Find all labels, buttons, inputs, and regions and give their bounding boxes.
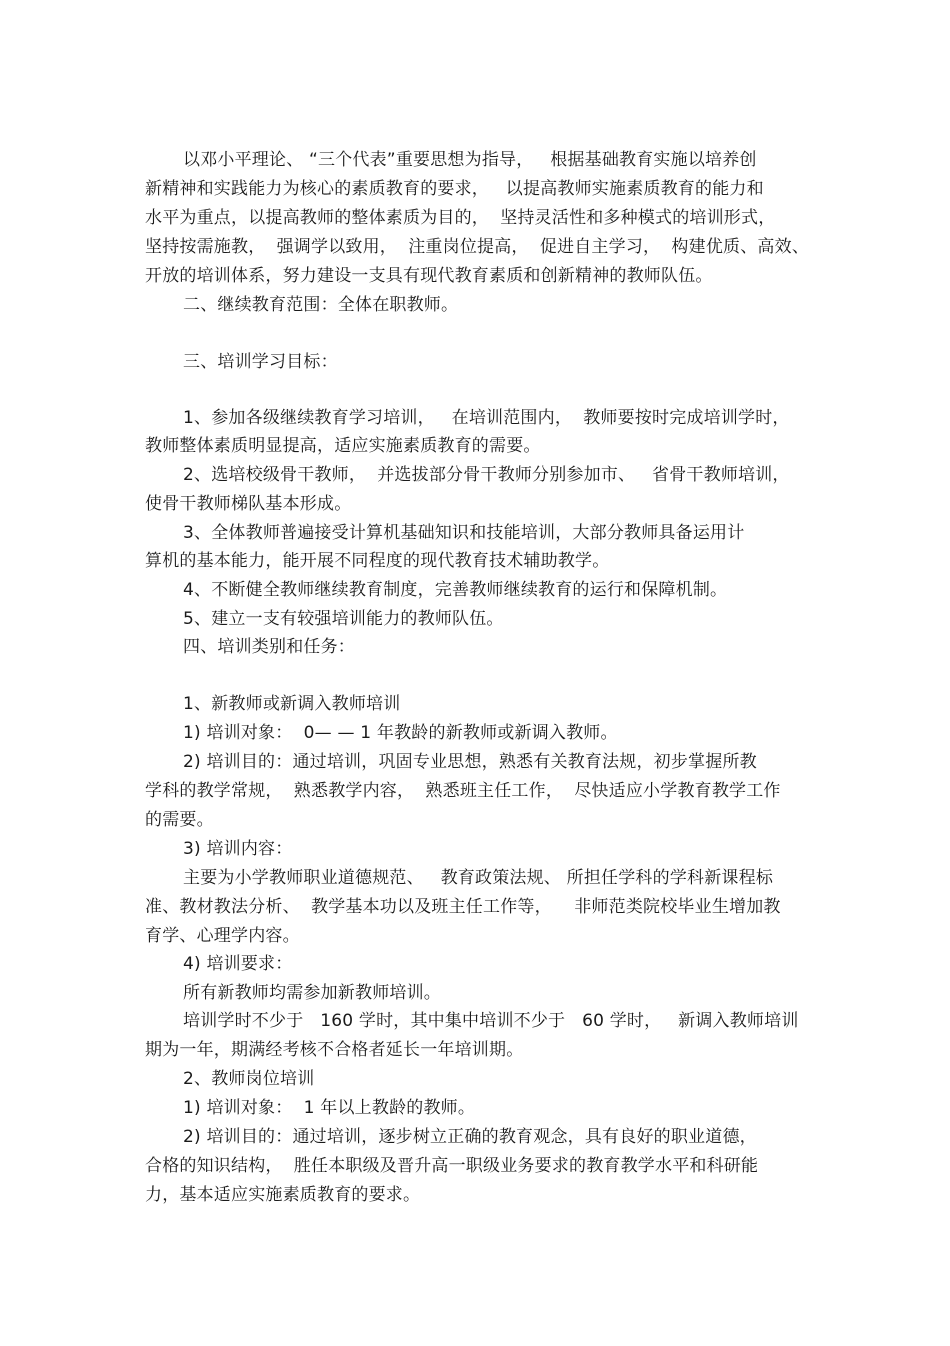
text-line: 3) 培训内容： — [183, 839, 293, 859]
text-line: 水平为重点，以提高教师的整体素质为目的， 坚持灵活性和多种模式的培训形式， — [145, 208, 776, 228]
text-line: 期为一年，期满经考核不合格者延长一年培训期。 — [145, 1040, 524, 1060]
text-line: 2、选培校级骨干教师， 并选拔部分骨干教师分别参加市、 省骨干教师培训， — [183, 465, 790, 485]
section-heading: 二、继续教育范围：全体在职教师。 — [183, 295, 459, 315]
section-heading: 四、培训类别和任务： — [183, 637, 355, 657]
text-line: 3、全体教师普遍接受计算机基础知识和技能培训，大部分教师具备运用计 — [183, 523, 745, 543]
text-line: 开放的培训体系，努力建设一支具有现代教育素质和创新精神的教师队伍。 — [145, 266, 713, 286]
text-line: 2) 培训目的：通过培训，巩固专业思想，熟悉有关教育法规，初步掌握所教 — [183, 752, 757, 772]
text-line: 的需要。 — [145, 810, 214, 830]
text-line: 1) 培训对象： 1 年以上教龄的教师。 — [183, 1098, 476, 1118]
section-heading: 三、培训学习目标： — [183, 352, 338, 372]
text-line: 算机的基本能力，能开展不同程度的现代教育技术辅助教学。 — [145, 551, 610, 571]
text-line: 2) 培训目的：通过培训，逐步树立正确的教育观念，具有良好的职业道德， — [183, 1127, 757, 1147]
text-line: 新精神和实践能力为核心的素质教育的要求， 以提高教师实施素质教育的能力和 — [145, 179, 764, 199]
text-line: 坚持按需施教， 强调学以致用， 注重岗位提高， 促进自主学习， 构建优质、高效、 — [145, 237, 810, 257]
text-line: 以邓小平理论、 “三个代表”重要思想为指导， 根据基础教育实施以培养创 — [183, 150, 757, 170]
text-line: 所有新教师均需参加新教师培训。 — [183, 983, 441, 1003]
text-line: 1、参加各级继续教育学习培训， 在培训范围内， 教师要按时完成培训学时， — [183, 408, 790, 428]
text-line: 1) 培训对象： 0— — 1 年教龄的新教师或新调入教师。 — [183, 723, 618, 743]
text-line: 准、教材教法分析、 教学基本功以及班主任工作等， 非师范类院校毕业生增加教 — [145, 897, 781, 917]
text-line: 育学、心理学内容。 — [145, 926, 300, 946]
text-line: 主要为小学教师职业道德规范、 教育政策法规、 所担任学科的学科新课程标 — [183, 868, 774, 888]
text-line: 培训学时不少于 160 学时，其中集中培训不少于 60 学时， 新调入教师培训 — [183, 1011, 799, 1031]
subsection-heading: 2、教师岗位培训 — [183, 1069, 315, 1089]
text-line: 学科的教学常规， 熟悉教学内容， 熟悉班主任工作， 尽快适应小学教育教学工作 — [145, 781, 781, 801]
text-line: 力，基本适应实施素质教育的要求。 — [145, 1185, 421, 1205]
text-line: 合格的知识结构， 胜任本职级及晋升高一职级业务要求的教育教学水平和科研能 — [145, 1156, 759, 1176]
text-line: 使骨干教师梯队基本形成。 — [145, 494, 352, 514]
text-line: 4、不断健全教师继续教育制度，完善教师继续教育的运行和保障机制。 — [183, 580, 728, 600]
text-line: 5、建立一支有较强培训能力的教师队伍。 — [183, 609, 504, 629]
text-line: 教师整体素质明显提高，适应实施素质教育的需要。 — [145, 436, 541, 456]
subsection-heading: 1、新教师或新调入教师培训 — [183, 694, 401, 714]
text-line: 4) 培训要求： — [183, 954, 293, 974]
